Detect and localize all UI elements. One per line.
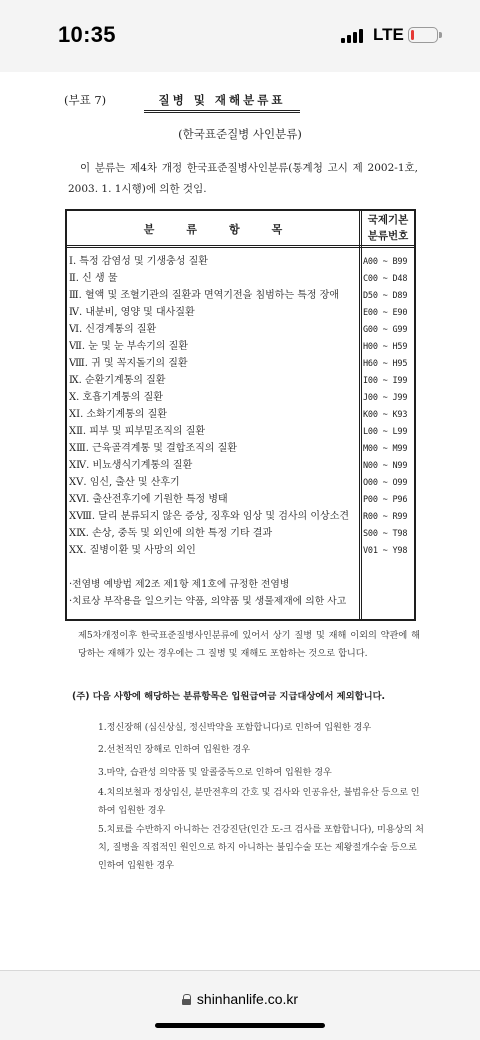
status-time: 10:35	[58, 22, 116, 47]
classification-row-name: Ⅰ. 특정 감염성 및 기생충성 질환	[69, 256, 208, 267]
classification-row-code: K00 ~ K93	[363, 410, 408, 420]
table-header-category: 분류항목	[143, 223, 315, 236]
classification-row-name: XⅧ. 달리 분류되지 않은 증상, 징후와 임상 및 검사의 이상소견	[69, 511, 350, 522]
classification-row-name: Ⅵ. 신경계통의 질환	[69, 324, 157, 335]
classification-row-code: M00 ~ M99	[363, 444, 408, 454]
column-divider	[359, 211, 362, 619]
classification-row-code: E00 ~ E90	[363, 308, 408, 318]
classification-row-code: I00 ~ I99	[363, 376, 408, 386]
exclusion-item: 4.치의보철과 정상임신, 분만전후의 간호 및 검사와 인공유산, 불법유산 등으로 인하여 입원한 경우	[98, 788, 420, 816]
cellular-signal-icon	[341, 29, 367, 43]
document-title: 질병 및 재해분류표	[158, 93, 286, 107]
title-underline	[144, 110, 300, 113]
header-rule	[67, 245, 414, 248]
classification-row-code: A00 ~ B99	[363, 257, 408, 267]
classification-row-name: Ⅹ. 호흡기계통의 질환	[69, 392, 163, 403]
network-type: LTE	[373, 25, 404, 44]
classification-row-name: Ⅳ. 내분비, 영양 및 대사질환	[69, 307, 195, 318]
classification-row-name: Ⅷ. 귀 및 꼭지돌기의 질환	[69, 358, 188, 369]
classification-row-code: O00 ~ O99	[363, 478, 408, 488]
table-header-code	[362, 212, 414, 244]
table-header-code-line: 분류번호	[367, 230, 409, 242]
classification-row-name: XⅤ. 임신, 출산 및 산후기	[69, 477, 180, 488]
table-note: ·전염병 예방법 제2조 제1항 제1호에 규정한 전염병	[69, 579, 290, 590]
classification-row-code: G00 ~ G99	[363, 325, 408, 335]
classification-row-code: D50 ~ D89	[363, 291, 408, 301]
table-header-code-line: 국제기본	[367, 214, 409, 226]
classification-row-name: Ⅸ. 순환기계통의 질환	[69, 375, 166, 386]
classification-row-code: H60 ~ H95	[363, 359, 408, 369]
classification-row-name: Ⅶ. 눈 및 눈 부속기의 질환	[69, 341, 188, 352]
lock-icon	[182, 994, 191, 1005]
classification-row-name: XⅠ. 소화기계통의 질환	[69, 409, 167, 420]
status-bar	[0, 0, 480, 72]
classification-row-code: P00 ~ P96	[363, 495, 408, 505]
classification-row-code: R00 ~ R99	[363, 512, 408, 522]
classification-row-code: H00 ~ H59	[363, 342, 408, 352]
classification-row-code: V01 ~ Y98	[363, 546, 408, 556]
exclusion-item: 5.치료를 수반하지 아니하는 건강진단(인간 도-크 검사를 포함합니다), 미용상의 처치, 질병을 직접적인 원인으로 하지 아니하는 불임수술 또는 제왕절개수술 등으로 인하여 입원한 경우	[98, 825, 424, 871]
classification-row-name: XⅩ. 질병이환 및 사망의 외인	[69, 545, 196, 556]
classification-row-name: Ⅱ. 신 생 물	[69, 273, 118, 284]
home-indicator[interactable]	[155, 1023, 325, 1028]
document-subtitle: (한국표준질병 사인분류)	[178, 127, 302, 141]
post-table-note: 제5차개정이후 한국표준질병사인분류에 있어서 상기 질병 및 재해 이외의 약관에 해당하는 재해가 있는 경우에는 그 질병 및 재해도 포함하는 것으로 합니다.	[78, 630, 420, 659]
intro-paragraph: 이 분류는 제4차 개정 한국표준질병사인분류(통계청 고시 제 2002-1호, 2003. 1. 1시행)에 의한 것임.	[68, 162, 418, 195]
address-bar[interactable]	[0, 991, 480, 1007]
exclusion-item: 3.마약, 습관성 의약품 및 알콜중독으로 인하여 입원한 경우	[98, 768, 332, 778]
classification-row-code: J00 ~ J99	[363, 393, 408, 403]
classification-table	[65, 209, 416, 621]
classification-row-code: N00 ~ N99	[363, 461, 408, 471]
classification-row-code: C00 ~ D48	[363, 274, 408, 284]
classification-row-code: S00 ~ T98	[363, 529, 408, 539]
browser-bottom-bar	[0, 970, 480, 1040]
classification-row-name: XⅨ. 손상, 중독 및 외인에 의한 특정 기타 결과	[69, 528, 273, 539]
classification-row-name: XⅢ. 근육골격계통 및 결합조직의 질환	[69, 443, 237, 454]
classification-row-code: L00 ~ L99	[363, 427, 408, 437]
classification-row-name: XⅡ. 피부 및 피부밑조직의 질환	[69, 426, 206, 437]
exclusion-item: 2.선천적인 장해로 인하여 입원한 경우	[98, 745, 251, 755]
battery-tip	[439, 32, 442, 38]
url-text[interactable]: shinhanlife.co.kr	[196, 991, 299, 1007]
appendix-label: (부표 7)	[64, 93, 107, 107]
document-header	[64, 92, 416, 112]
exclusion-heading: (주) 다음 사항에 해당하는 분류항목은 입원급여금 지급대상에서 제외합니다.	[72, 691, 386, 702]
exclusion-item: 1.정신장해 (심신상실, 정신박약을 포함합니다)로 인하여 입원한 경우	[98, 723, 372, 733]
table-note: ·치료상 부작용을 일으키는 약품, 의약품 및 생물제재에 의한 사고	[69, 596, 347, 607]
battery-icon	[408, 27, 438, 43]
classification-row-name: Ⅲ. 혈액 및 조혈기관의 질환과 면역기전을 침범하는 특정 장애	[69, 290, 340, 301]
classification-row-name: XⅣ. 비뇨생식기계통의 질환	[69, 460, 193, 471]
classification-row-name: XⅥ. 출산전후기에 기원한 특정 병태	[69, 494, 228, 505]
